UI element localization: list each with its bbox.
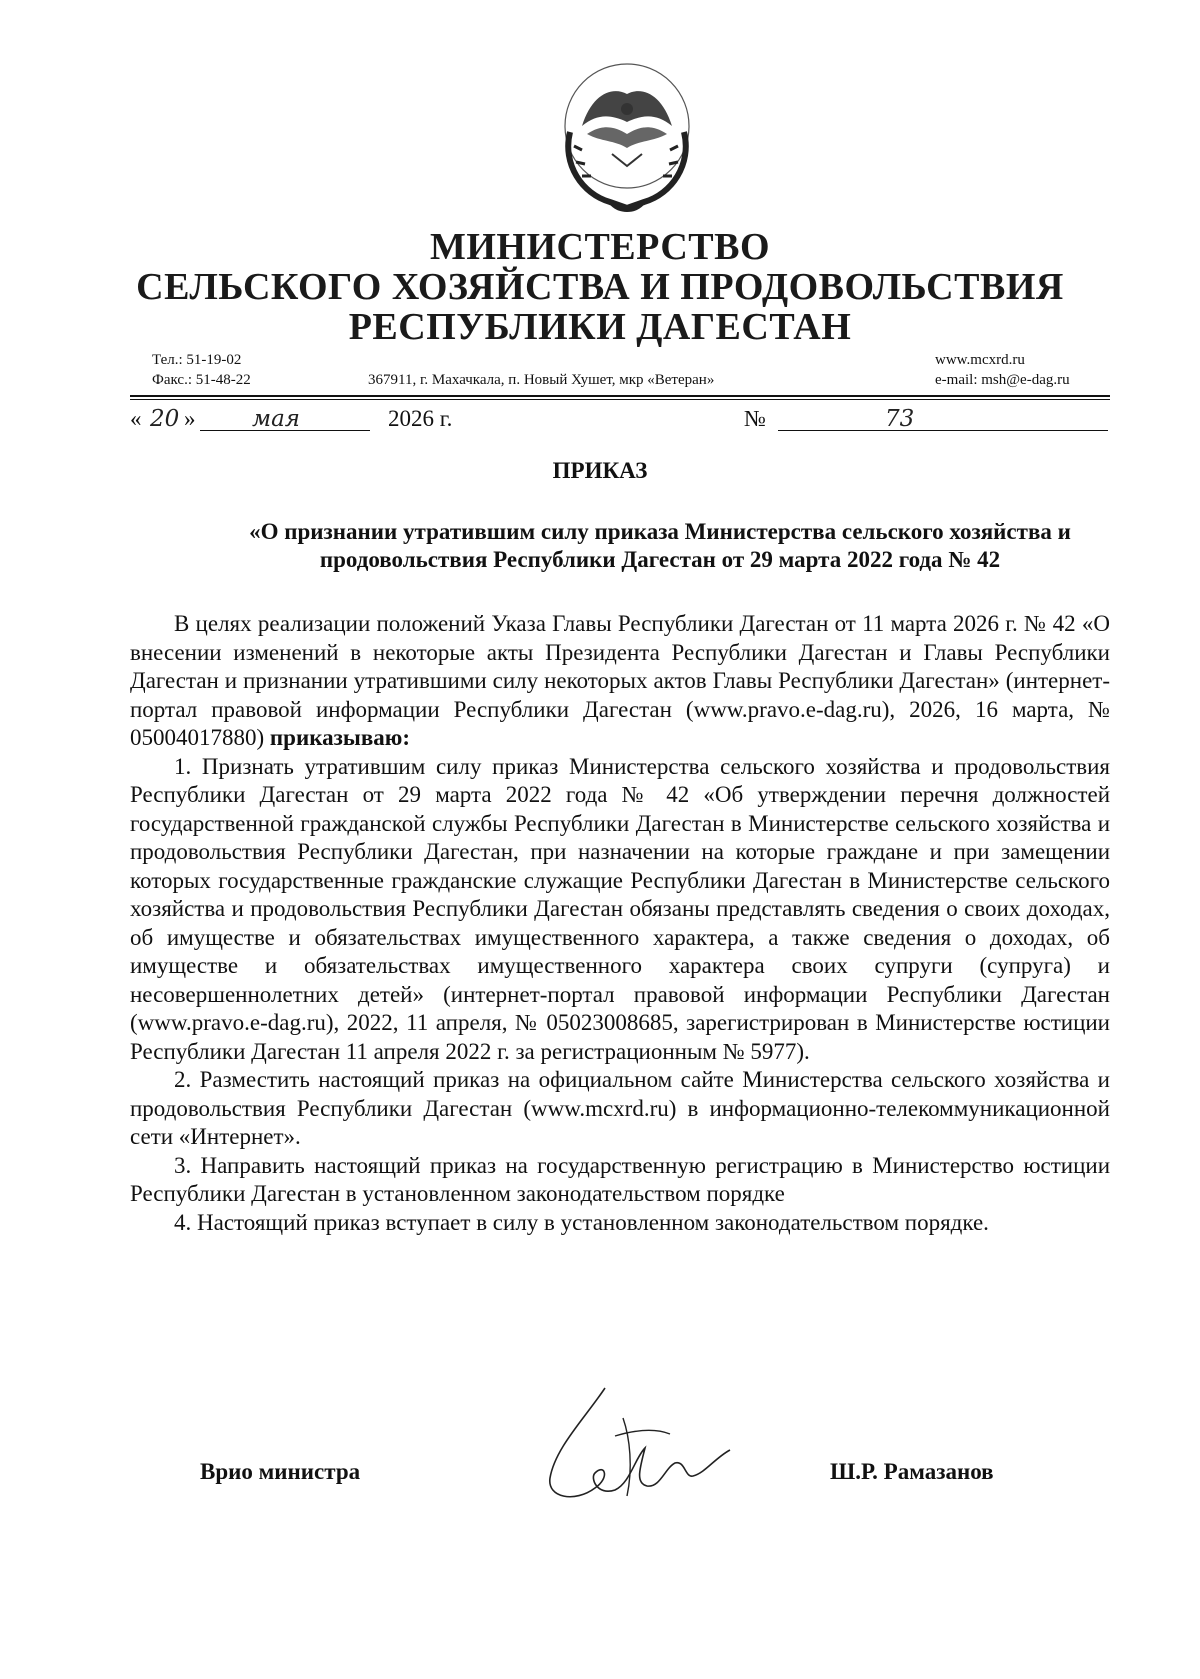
number-underline xyxy=(778,430,1108,431)
website: www.mcxrd.ru xyxy=(935,352,1025,368)
document-subject: «О признании утратившим силу приказа Министерства сельского хозяйства и продовольствия Республики Дагестан от 29 марта 2022 года № 42 xyxy=(249,519,1071,572)
order-item-4: 4. Настоящий приказ вступает в силу в установленном законодательством порядке. xyxy=(174,1209,989,1235)
phone-number: Тел.: 51-19-02 xyxy=(152,352,242,368)
signatory-position: Врио министра xyxy=(200,1459,361,1484)
document-body xyxy=(130,610,1110,1237)
header-divider-thin xyxy=(130,399,1110,400)
date-year: 2026 г. xyxy=(388,406,453,431)
date-day: 20 xyxy=(150,406,180,432)
date-month: мая xyxy=(252,406,301,432)
handwritten-signature xyxy=(535,1378,735,1508)
number-label: № xyxy=(744,406,766,431)
order-item-3: 3. Направить настоящий приказ на государственную регистрацию в Министерство юстиции Республики Дагестан в установленном законодательством порядке xyxy=(130,1152,1110,1206)
preamble-paragraph xyxy=(130,610,1110,753)
date-open-quote: « xyxy=(130,406,142,431)
document-number: 73 xyxy=(885,406,915,432)
fax-number: Факс.: 51-48-22 xyxy=(152,372,251,388)
ministry-title-line-2: СЕЛЬСКОГО ХОЗЯЙСТВА И ПРОДОВОЛЬСТВИЯ xyxy=(136,266,1064,308)
ministry-title-line-3: РЕСПУБЛИКИ ДАГЕСТАН xyxy=(348,306,852,348)
preamble-text: В целях реализации положений Указа Главы Республики Дагестан от 11 марта 2026 г. № 42 «О внесении изменений в некоторые акты Президента Республики Дагестан и Главы Республики Дагестан и признании утратившими силу некоторых актов Главы Республики Дагестан» (интернет-портал правовой информации Республики Дагестан (www.pravo.e-dag.ru), 2026, 16 марта, № 05004017880) xyxy=(130,611,1110,750)
email-address: e-mail: msh@e-dag.ru xyxy=(935,372,1070,388)
order-item-1: 1. Признать утратившим силу приказ Министерства сельского хозяйства и продовольствия Республики Дагестан от 29 марта 2022 года № 42 «Об утверждении перечня должностей государственной гражданской службы Республики Дагестан в Министерстве сельского хозяйства и продовольствия Республики Дагестан, при назначении на которые граждане и при замещении которых государственные гражданские служащие Республики Дагестан в Министерстве сельского хозяйства и продовольствия Республики Дагестан обязаны представлять сведения о своих доходах, об имуществе и обязательствах имущественного характера, а также сведения о доходах, об имуществе и обязательствах имущественного характера своих супруги (супруга) и несовершеннолетних детей» (интернет-портал правовой информации Республики Дагестан (www.pravo.e-dag.ru), 2022, 11 апреля, № 05023008685, зарегистрирован в Министерстве юстиции Республики Дагестан 11 апреля 2022 г. за регистрационным № 5977). xyxy=(130,753,1110,1064)
header-divider xyxy=(130,395,1110,397)
ministry-title-line-1: МИНИСТЕРСТВО xyxy=(429,226,771,268)
preamble-emphasis: приказываю: xyxy=(269,725,410,750)
document-type-heading: ПРИКАЗ xyxy=(552,458,648,483)
postal-address: 367911, г. Махачкала, п. Новый Хушет, мкр «Ветеран» xyxy=(368,372,715,388)
date-close-quote: » xyxy=(184,406,196,431)
coat-of-arms-emblem xyxy=(552,54,702,214)
order-item-2: 2. Разместить настоящий приказ на официальном сайте Министерства сельского хозяйства и продовольствия Республики Дагестан (www.mcxrd.ru) в информационно-телекоммуникационной сети «Интернет». xyxy=(130,1067,1110,1149)
signatory-name: Ш.Р. Рамазанов xyxy=(830,1459,994,1484)
